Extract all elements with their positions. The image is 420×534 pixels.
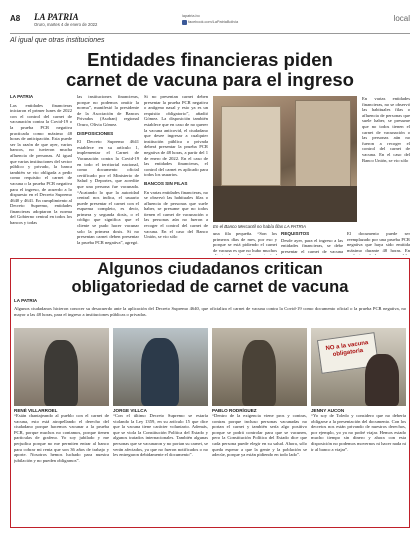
header-divider <box>10 33 410 34</box>
portrait-photo-3 <box>212 328 307 406</box>
story1-byline: LA PATRIA <box>10 94 34 99</box>
protest-sign: NO a la vacuna obligatoria <box>317 332 379 374</box>
person-figure <box>44 340 78 406</box>
edition-date: Oruro, martes 4 de enero de 2022 <box>34 22 98 27</box>
person-column-1 <box>14 408 109 526</box>
person-column-2 <box>113 408 208 526</box>
story1-col4-text: una fila pequeña. “Son los primeros días de mes, por eso y porque se está pidiendo el carnet de vacuna es que no hubo muchos <box>213 231 277 253</box>
photo-credit: LA PATRIA <box>284 224 306 229</box>
person-name: PABLO RODRÍGUEZ <box>212 408 257 413</box>
story1-kicker: Al igual que otras instituciones <box>10 37 105 44</box>
photo-caption <box>213 224 357 229</box>
story2-intro: Algunos ciudadanos hicieron conocer su desacuerdo ante la aplicación del Decreto Supremo 4640, que oficializa el carnet de vacuna contra la Covid-19 como documento oficial o la prueba PCR negativa, no mayor a las 48 horas, para el ingreso a instituciones públicas o privadas. <box>14 306 406 317</box>
person-quote: “Están chantajeando al pueblo con el carnet de vacuna, esto está atropellando el derecho del ciudadano porque hacemos vacunar a la prueba PCR, porque muchos no contamos, porque tienen particulas de grafeno. Yo soy jubilado y me perjudica porque no me permiten entrar al banco para cobrar mi renta que son 36 años de trabajo y aporte. Nosotros hemos luchado para nuestra jubilación y no pueden obligarnos”. <box>14 413 109 463</box>
street-crowd <box>213 186 357 222</box>
person-quote: “Yo soy de Toledo y considero que no debería obligarse a la presentación del documento. Con los decretos nos están privando de nuestros derechos, por ejemplo, yo ya no podré viajar. Hemos estado mucho tiempo sin dinero y ahora con esta disposición no podemos movernos ni hacer nada ni ir al banco a viajar”. <box>311 413 406 452</box>
facebook-icon <box>182 20 187 25</box>
story1-side-text: En varias entidades financieras, no se observó las habituales filas o afluencia de personas que suele haber, se presume que no todos tienen el carnet de vacunación o las personas aún no fueron a recoger el control del carnet de vacuna. En el caso del Banco Unión, se vio sólo <box>362 96 410 163</box>
page-header <box>10 12 410 30</box>
subhead-disposiciones: DISPOSICIONES <box>77 130 114 136</box>
subhead-requisitos: REQUISITOS <box>281 231 310 236</box>
portrait-photo-4 <box>311 328 406 406</box>
story1-column-2 <box>77 94 139 254</box>
story1-column-side <box>362 96 410 222</box>
story1-headline <box>10 50 410 90</box>
subhead-bancos-sin-filas: BANCOS SIN FILAS <box>144 180 188 186</box>
story1-col6-text: El documento puede ser reemplazado por una prueba PCR negativa que haya sido emitida máximo durante 48 horas. En <box>347 231 410 253</box>
story2-headline-line2: obligatoriedad de carnet de vacuna <box>71 278 349 296</box>
person-name: JENNY AUCON <box>311 408 345 413</box>
section-label: local <box>393 14 410 23</box>
story1-col5-text: Desde ayer, para el ingreso a las entidades financieras, se debe presentar el carnet de vacuna <box>281 237 343 254</box>
photo-caption-text: En el Banco Mercantil no había filas <box>213 224 284 229</box>
portrait-photo-1 <box>14 328 109 406</box>
person-quote: “Con el último Decreto Supremo se estaría violando la Ley 1359, en su artículo 15 que dice que la vacuna tiene carácter voluntario. Además, que se viola la Constitución Política del Estado y algunos tratados internacionales. También algunas personas que se vacunaron y no portan su carnet, se verán afectados, ya que no fueron notificados o no les entregaron debidamente el documento”. <box>113 413 208 458</box>
story1-headline-line1: Entidades financieras piden <box>87 49 333 70</box>
website-link[interactable]: lapatria.bo <box>182 14 200 18</box>
story2-byline: LA PATRIA <box>14 298 38 303</box>
story2-headline <box>10 260 410 296</box>
story1-col2b-text: El Decreto Supremo 4641 establece en su artículo 1, implementar el Carnet de Vacunación contra la Covid-19 en todo el territorial nacional, como documento oficial certificado por el Ministerio de Salud y Deportes, que acredite que una persona fue vacunada. “Acatando lo que la autoridad central nos indica, el usuario puede presentar el carnet con el esquema completo, es decir, primera y segunda dosis, o el código que significa que el cliente se pudo hacer vacunar solo la primera dosis. Si no presentan carnet deben presentar la prueba PCR negativa”, agregó. <box>77 139 139 245</box>
story1-col2-text: las instituciones financieras, porque no podemos omitir la norma”, manifestó la presidente de la Asociación de Bancos Privados (Asoban) regional Oruro, Olivia Gómez. <box>77 94 139 127</box>
building-shape <box>295 100 351 192</box>
story2-headline-line1: Algunos ciudadanos critican <box>97 260 323 278</box>
person-figure <box>141 338 179 406</box>
story1-column-1 <box>10 94 72 254</box>
person-quote: “Dentro de la exigencia viene pros y contras, contras porque incluso personas vacunadas no portan el carnet y también sería algo positivo porque se podrá controlar para que se vacunen, pero la Constitución Política del Estado dice que cada persona puede elegir en su salud. Ahora, sólo queda esperar a que la gente y la población se adecúe, porque ya están pidiendo en todo lado”. <box>212 413 307 458</box>
page-number: A8 <box>10 14 21 23</box>
person-column-3 <box>212 408 307 526</box>
bank-photo <box>213 96 357 222</box>
story1-col3b-text: En varias entidades financieras, no se observó las habituales filas o afluencia de personas que suele haber, se presume que no todos tienen el carnet de vacunación o las personas aún no fueron a recoger el control del carnet de vacuna. En el caso del Banco Unión, se vio sólo <box>144 189 208 240</box>
building-shape <box>221 106 281 186</box>
story1-headline-line2: carnet de vacuna para el ingreso <box>66 69 354 90</box>
portrait-photo-2 <box>113 328 208 406</box>
story1-column-4 <box>213 231 277 255</box>
story1-col1-text: Las entidades financieras iniciaron el primer lunes de 2022 con el control del carnet de vacunación contra la Covid-19 o la prueba PCR negativa practicada como máximo 48 horas de anticipación. Esta puede ser la razón de que ayer, varios bancos, no tuvieron mucha afluencia de personas. Al igual que varias instituciones del sector público y privado, la banca también se vio obligada a pedir como requisito el carnet de vacuna o la prueba PCR negativa para el ingreso, de acuerdo a lo dispuesto en el Decreto Supremo 4640 y 4641. En cumplimiento al Decreto Supremo, entidades financieras adoptaron la norma del Gobierno central en todos los bancos y todas <box>10 102 72 226</box>
person-name: RENÉ VILLARROEL <box>14 408 58 413</box>
facebook-link[interactable]: facebook.com/LaPatriaBolivia <box>188 20 239 24</box>
newspaper-name: LA PATRIA <box>34 12 79 22</box>
story1-col3-text: Si no presentan carnet deben presentar la prueba PCR negativa o antígeno nasal y esto ya es un requisito obligatorio”, añadió Gómez. La disposición también establece que en caso de no querer la vacuna anticovid, el ciudadano que desee ingresar a cualquier institución pública o privada deberá presentar la prueba PCR negativa de 48 horas, a partir del 1 de enero de 2022. En el caso de las entidades financieras, el control del carnet es aplicado para todos los usuarios. <box>144 94 208 178</box>
person-column-4 <box>311 408 406 526</box>
story1-column-3 <box>144 94 208 254</box>
person-figure <box>242 340 276 406</box>
person-name: JORGE VILLCA <box>113 408 147 413</box>
story1-column-5 <box>281 231 343 255</box>
social-links <box>182 13 262 25</box>
person-figure <box>365 354 399 406</box>
story1-column-6 <box>347 231 410 255</box>
